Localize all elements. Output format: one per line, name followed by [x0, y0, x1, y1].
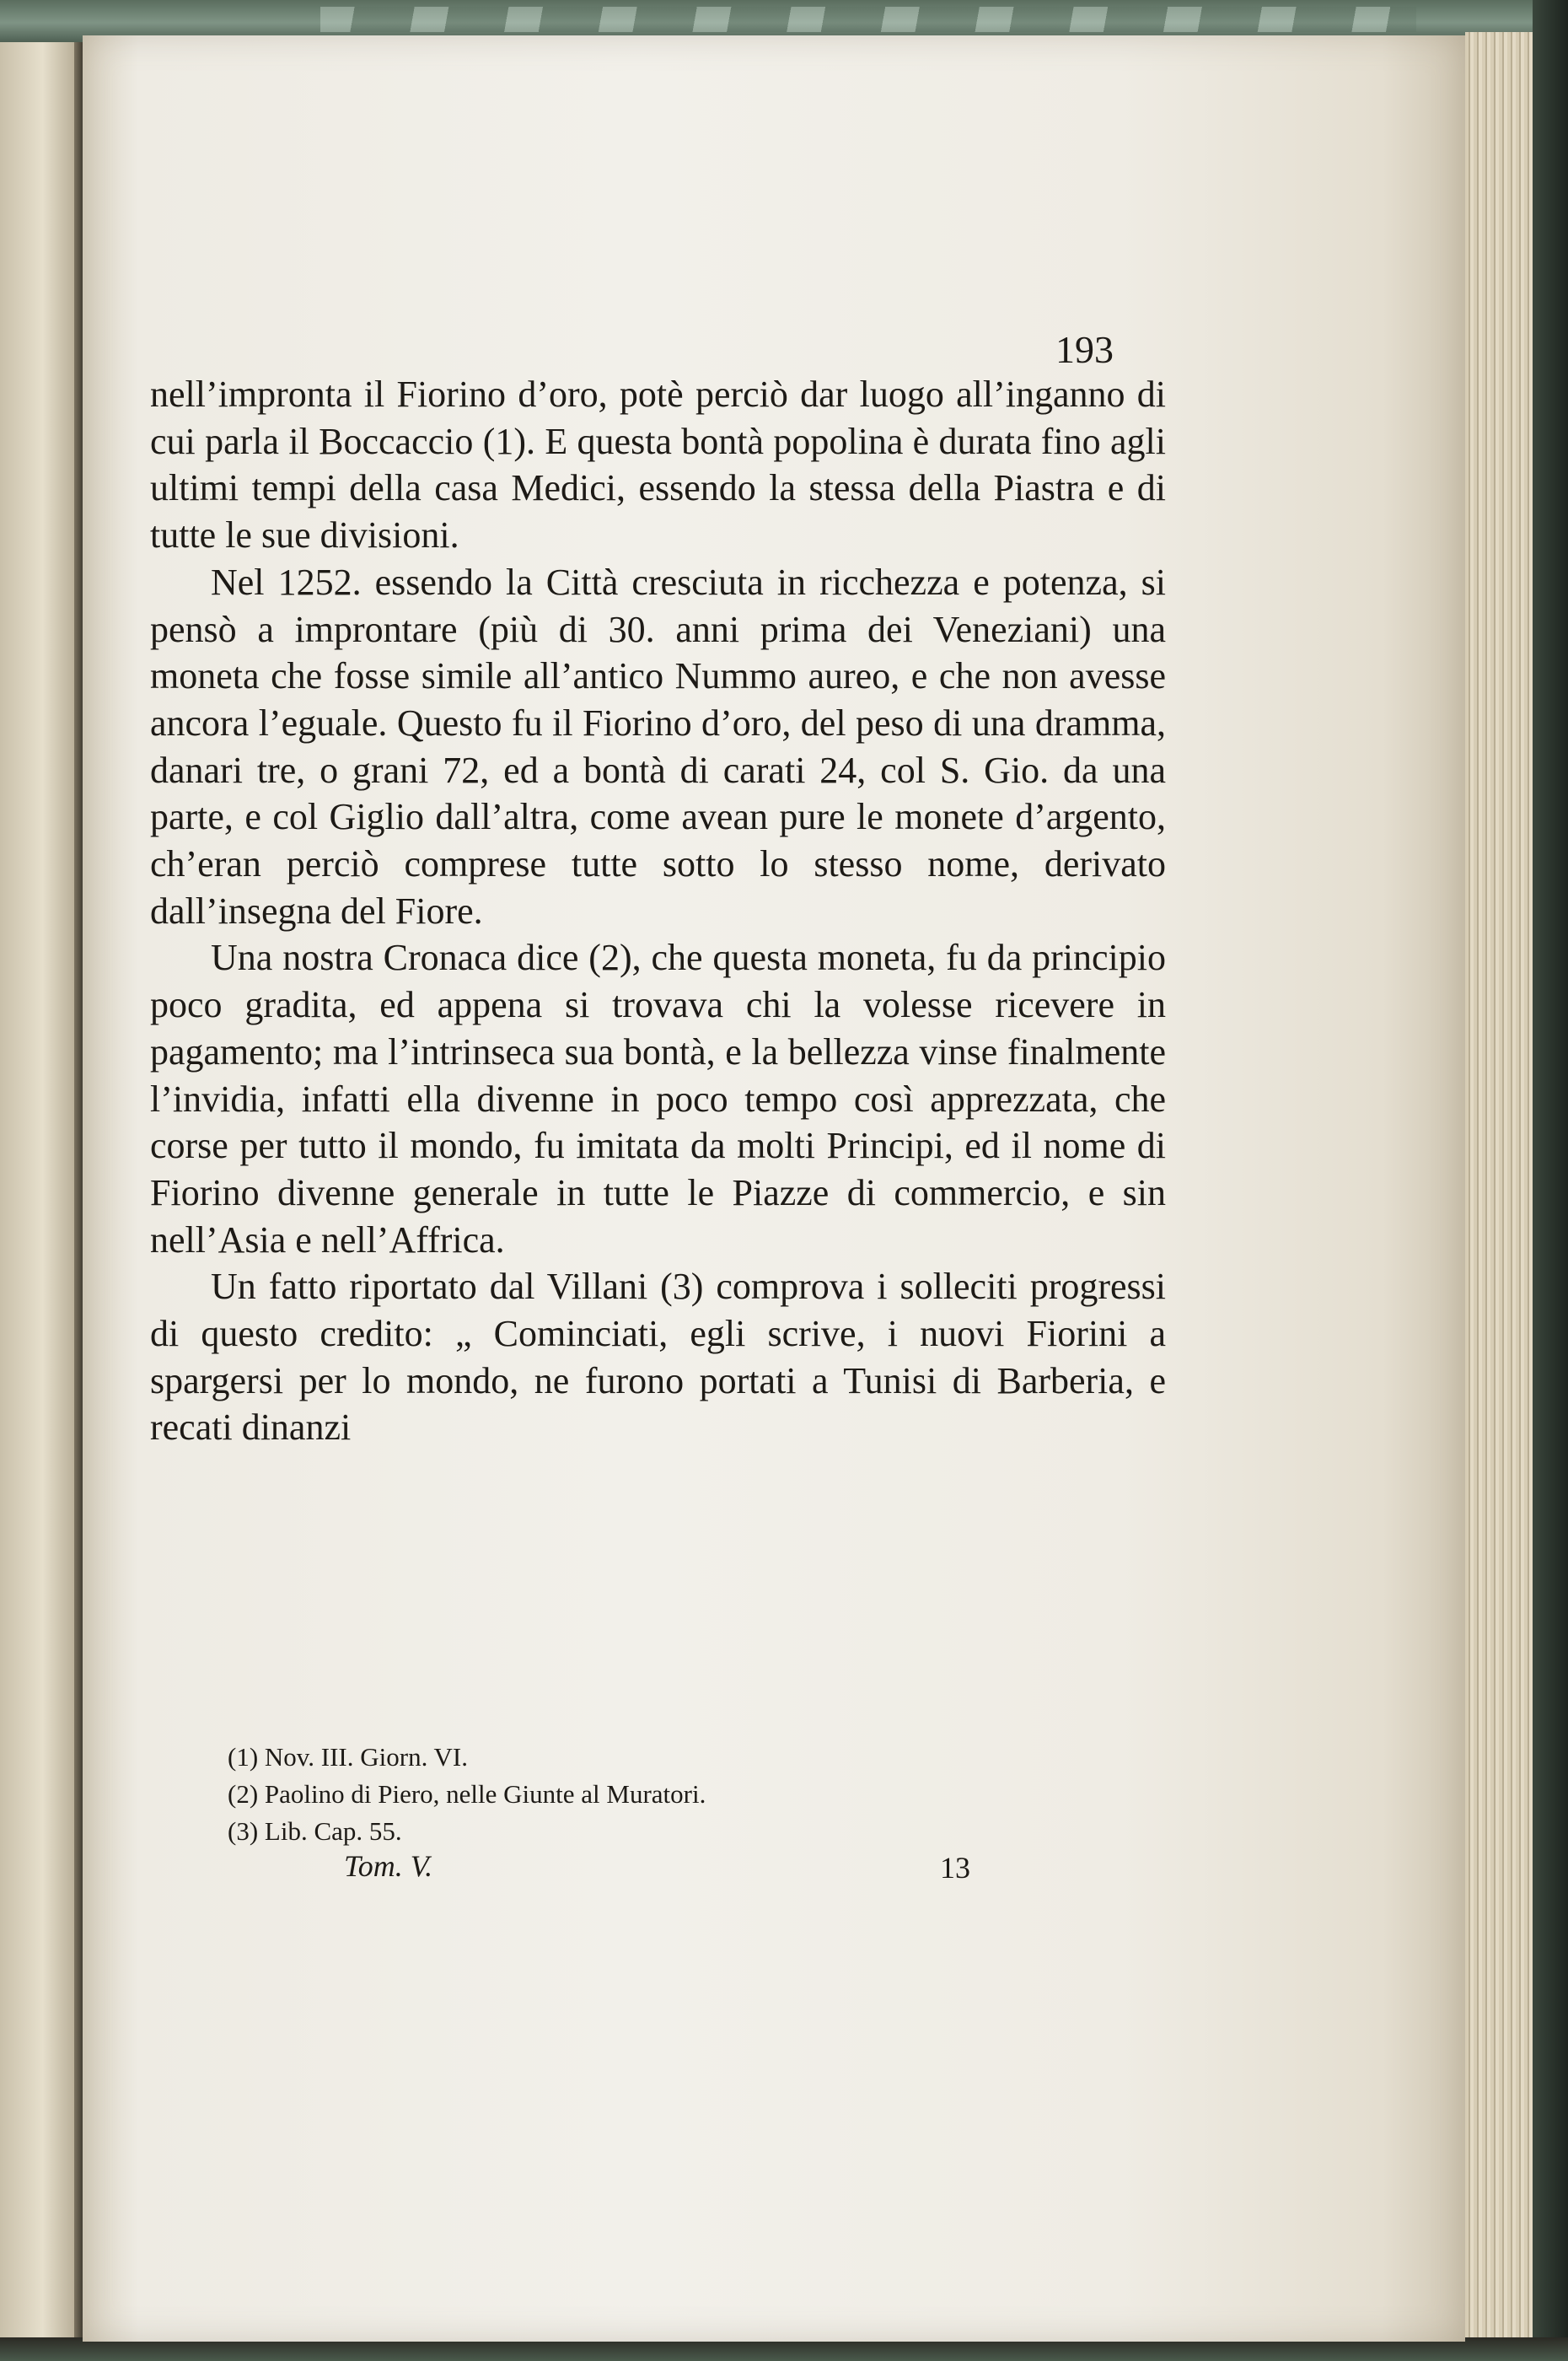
page-number: 193: [1055, 328, 1114, 371]
paragraph: Nel 1252. essendo la Città cresciuta in ricchezza e potenza, si pensò a improntare (più di 30. anni prima dei Veneziani) una moneta che fosse simile all’antico Nummo aureo, e che non avesse ancora l’eguale. Questo fu il Fiorino d’oro, del peso di una dramma, danari tre, o grani 72, ed a bontà di carati 24, col S. Gio. da una parte, e col Giglio dall’altra, come avean pure le monete d’argento, ch’eran perciò comprese tutte sotto lo stesso nome, derivato dall’insegna del Fiore.: [150, 561, 1166, 932]
facing-page-edge: [0, 42, 78, 2344]
paragraph: nell’impronta il Fiorino d’oro, potè perciò dar luogo all’inganno di cui parla il Boccaccio (1). E questa bontà popolina è durata fino agli ultimi tempi della casa Medici, essendo la stessa della Piastra e di tutte le sue divisioni.: [150, 374, 1166, 557]
body-text: [150, 371, 1166, 1451]
footnote: (1) Nov. III. Giorn. VI.: [228, 1742, 468, 1772]
footnote: (3) Lib. Cap. 55.: [228, 1816, 402, 1846]
paragraph: Una nostra Cronaca dice (2), che questa moneta, fu da principio poco gradita, ed appena si trovava chi la volesse ricevere in pagamento; ma l’intrinseca sua bontà, e la bellezza vinse finalmente l’invidia, infatti ella divenne in poco tempo così apprezzata, che corse per tutto il mondo, fu imitata da molti Principi, ed il nome di Fiorino divenne generale in tutte le Piazze di commercio, e sin nell’Asia e nell’Affrica.: [150, 937, 1166, 1261]
signature-mark: 13: [940, 1851, 970, 1885]
paragraph: Un fatto riportato dal Villani (3) comprova i solleciti progressi di questo credito: „ Cominciati, egli scrive, i nuovi Fiorini a spargersi per lo mondo, ne furono portati a Tunisi di Barberia, e recati dinanzi: [150, 1266, 1166, 1449]
footnotes: [228, 1739, 1071, 1850]
book-cover-right-edge: [1533, 0, 1568, 2361]
volume-label: Tom. V.: [344, 1849, 433, 1883]
page-block-edge: [1465, 32, 1533, 2347]
footnote: (2) Paolino di Piero, nelle Giunte al Muratori.: [228, 1779, 706, 1809]
